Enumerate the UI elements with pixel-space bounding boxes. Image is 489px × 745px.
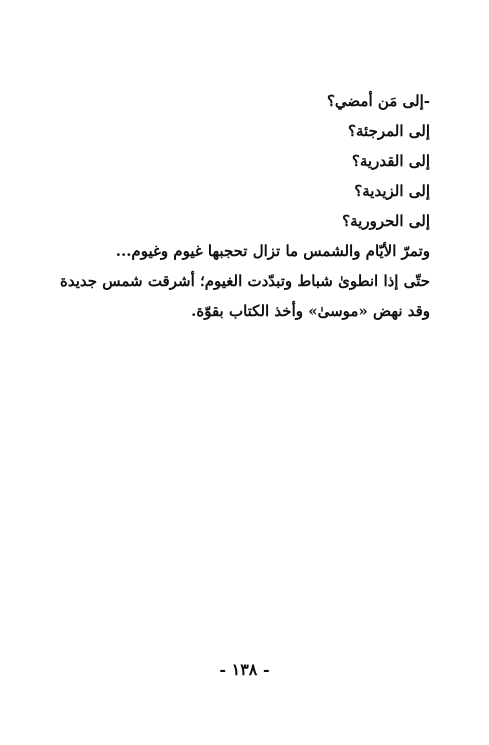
text-line: وتمرّ الأيّام والشمس ما تزال تحجبها غيوم وغيوم... [115, 242, 430, 260]
text-line: إلى المرجئة؟ [348, 122, 430, 140]
text-block [58, 86, 430, 326]
page-number: - ١٣٨ - [219, 660, 270, 679]
text-line: إلى القدرية؟ [351, 152, 430, 170]
text-line: حتّى إذا انطوىٰ شباط وتبدّدت الغيوم؛ أشرقت شمس جديدة [59, 272, 430, 290]
text-line: إلى الحرورية؟ [342, 212, 430, 230]
text-line: إلى الزيدية؟ [354, 182, 430, 200]
text-line: وقد نهض «موسىٰ» وأخذ الكتاب بقوّة. [191, 302, 430, 320]
text-line: -إلى مَن أمضي؟ [326, 92, 430, 110]
